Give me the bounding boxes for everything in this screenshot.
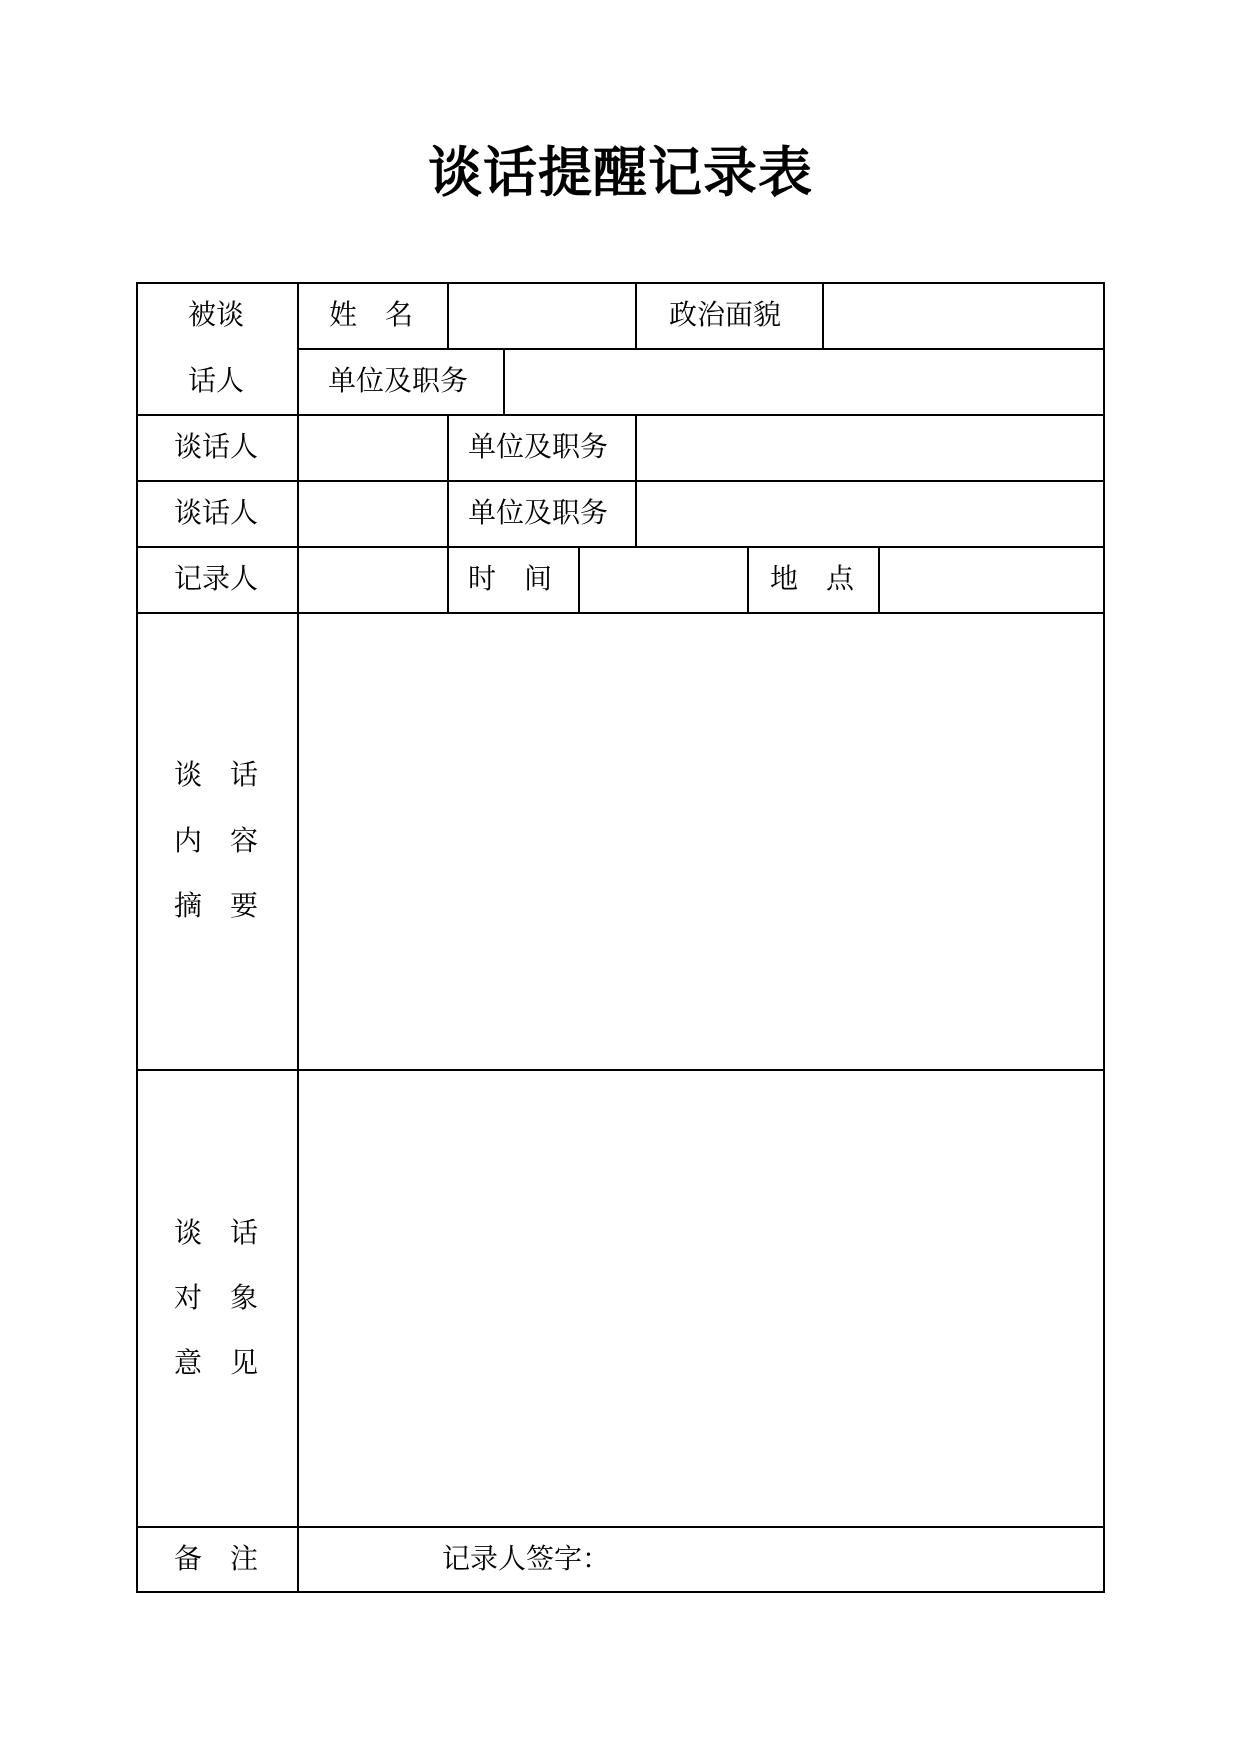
time-field[interactable] bbox=[581, 549, 746, 611]
interviewer-a-unit-position-field[interactable] bbox=[638, 417, 1102, 479]
name-label: 姓 名 bbox=[329, 298, 414, 331]
row-divider bbox=[298, 348, 1104, 350]
label-column-divider bbox=[297, 282, 299, 1593]
name-field[interactable] bbox=[450, 285, 634, 347]
interviewee-label-line1: 被谈 bbox=[188, 298, 245, 331]
row-divider bbox=[136, 546, 1104, 548]
table-border-bottom bbox=[136, 1591, 1104, 1593]
row-divider bbox=[136, 414, 1104, 416]
summary-label-line2: 内 容 bbox=[174, 824, 259, 857]
interviewee-unit-position-field[interactable] bbox=[506, 351, 1102, 413]
interviewer-b-unit-position-field[interactable] bbox=[638, 483, 1102, 545]
summary-label-line1: 谈 话 bbox=[174, 758, 259, 791]
interviewer-a-label: 谈话人 bbox=[174, 430, 259, 463]
conversation-summary-field[interactable] bbox=[300, 615, 1102, 1068]
column-divider bbox=[878, 546, 880, 612]
column-divider bbox=[747, 546, 749, 612]
row-divider bbox=[136, 480, 1104, 482]
column-divider bbox=[822, 282, 824, 348]
location-label: 地 点 bbox=[770, 562, 855, 595]
opinion-label-line3: 意 见 bbox=[174, 1346, 259, 1379]
opinion-label-line1: 谈 话 bbox=[174, 1216, 259, 1249]
summary-label-line3: 摘 要 bbox=[174, 889, 259, 922]
interviewer-b-name-field[interactable] bbox=[300, 483, 446, 545]
recorder-signature-field[interactable] bbox=[600, 1529, 1102, 1590]
interviewer-b-label: 谈话人 bbox=[174, 496, 259, 529]
table-border-right bbox=[1103, 282, 1105, 1593]
interviewee-label-line2: 话人 bbox=[188, 364, 245, 397]
time-label: 时 间 bbox=[468, 562, 553, 595]
column-divider bbox=[578, 546, 580, 612]
row-divider bbox=[136, 612, 1104, 614]
column-divider bbox=[635, 282, 637, 348]
table-border-top bbox=[136, 282, 1104, 284]
recorder-signature-label: 记录人签字： bbox=[442, 1542, 611, 1575]
table-border-left bbox=[136, 282, 138, 1593]
column-divider bbox=[503, 348, 505, 414]
location-field[interactable] bbox=[881, 549, 1102, 611]
form-title: 谈话提醒记录表 bbox=[428, 141, 813, 204]
political-status-field[interactable] bbox=[825, 285, 1102, 347]
political-status-label: 政治面貌 bbox=[669, 298, 782, 331]
interviewer-b-unit-position-label: 单位及职务 bbox=[468, 496, 609, 529]
column-divider bbox=[447, 414, 449, 612]
interviewer-a-name-field[interactable] bbox=[300, 417, 446, 479]
recorder-label: 记录人 bbox=[174, 562, 259, 595]
row-divider bbox=[136, 1069, 1104, 1071]
interviewee-opinion-field[interactable] bbox=[300, 1072, 1102, 1525]
column-divider bbox=[447, 282, 449, 348]
column-divider bbox=[635, 414, 637, 546]
interviewer-a-unit-position-label: 单位及职务 bbox=[468, 430, 609, 463]
row-divider bbox=[136, 1526, 1104, 1528]
interviewee-unit-position-label: 单位及职务 bbox=[328, 364, 469, 397]
opinion-label-line2: 对 象 bbox=[174, 1281, 259, 1314]
remarks-label: 备 注 bbox=[174, 1542, 259, 1575]
recorder-name-field[interactable] bbox=[300, 549, 446, 611]
